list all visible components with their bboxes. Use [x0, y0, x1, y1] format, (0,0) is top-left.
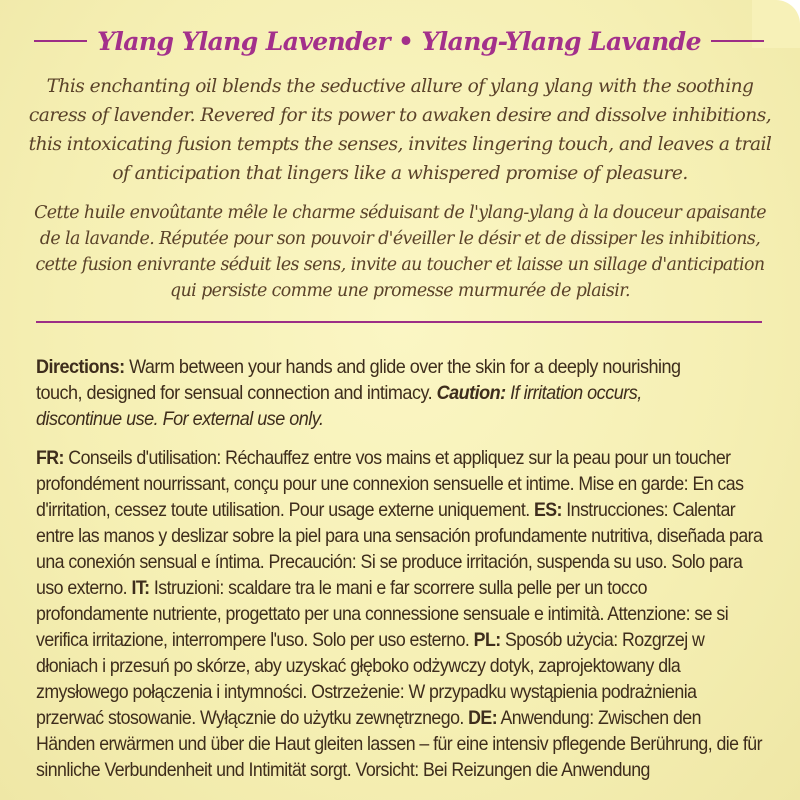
section-divider	[36, 321, 762, 323]
it-label: IT:	[131, 577, 150, 599]
title-rule-left	[34, 40, 87, 42]
product-title: Ylang Ylang Lavender • Ylang-Ylang Lavande	[97, 26, 701, 56]
title-rule-right	[711, 40, 764, 42]
caution-label: Caution:	[436, 382, 506, 404]
description-french: Cette huile envoûtante mêle le charme séduisant de l'ylang-ylang à la douceur apaisante de la lavande. Réputée pour son pouvoir d'éveiller le désir et de dissiper les inhibitions, cette fusion enivrante séduit les sens, invite au toucher et laisse un sillage d'anticipation qui persiste comme une promesse murmurée de plaisir.	[34, 203, 766, 301]
description-english: This enchanting oil blends the seductive allure of ylang ylang with the soothing caress of lavender. Revered for its power to awaken desire and dissolve inhibitions, this intoxicating fusion tempts the senses, invites lingering touch, and leaves a trail of anticipation that lingers like a whispered promise of pleasure.	[28, 76, 772, 184]
es-label: ES:	[533, 499, 562, 521]
it-text: Istruzioni: scaldare tra le mani e far scorrere sulla pelle per un tocco profondamente nutriente, progettato per una connessione sensuale e intimità. Attenzione: se si verifica irritazione, interrompere l'uso. Solo per uso esterno.	[36, 577, 729, 651]
pl-text: Sposób użycia: Rozgrzej w dłoniach i przesuń po skórze, aby uzyskać głęboko odżywczy dotyk, zaprojektowany dla zmysłowego połączenia i intymności. Ostrzeżenie: W przypadku wystąpienia podrażnienia przerwać stosowanie. Wyłącznie do użytku zewnętrznego.	[36, 629, 705, 729]
de-text: Anwendung: Zwischen den Händen erwärmen und über die Haut gleiten lassen – für eine intensiv pflegende Berührung, die für sinnliche Verbundenheit und Intimität sorgt. Vorsicht: Bei Reizungen die Anwendung	[36, 707, 762, 781]
caution-text: If irritation occurs, discontinue use. For external use only.	[36, 382, 642, 430]
fr-text: Conseils d'utilisation: Réchauffez entre vos mains et appliquez sur la peau pour un toucher profondément nourrissant, conçu pour une connexion sensuelle et intime. Mise en garde: En cas d'irritation, cessez toute utilisation. Pour usage externe uniquement.	[36, 447, 744, 521]
title-row	[34, 24, 764, 58]
de-label: DE:	[468, 707, 498, 729]
pl-label: PL:	[473, 629, 501, 651]
es-text: Instrucciones: Calentar entre las manos y deslizar sobre la piel para una sensación profundamente nutritiva, diseñada para una conexión sensual e íntima. Precaución: Si se produce irritación, suspenda su uso. Solo para uso externo.	[36, 499, 763, 599]
translations-paragraph	[36, 445, 763, 783]
directions-text: Warm between your hands and glide over the skin for a deeply nourishing touch, designed for sensual connection and intimacy.	[36, 356, 681, 404]
fr-label: FR:	[36, 447, 64, 469]
directions-paragraph	[36, 354, 724, 432]
directions-label: Directions:	[36, 356, 125, 378]
